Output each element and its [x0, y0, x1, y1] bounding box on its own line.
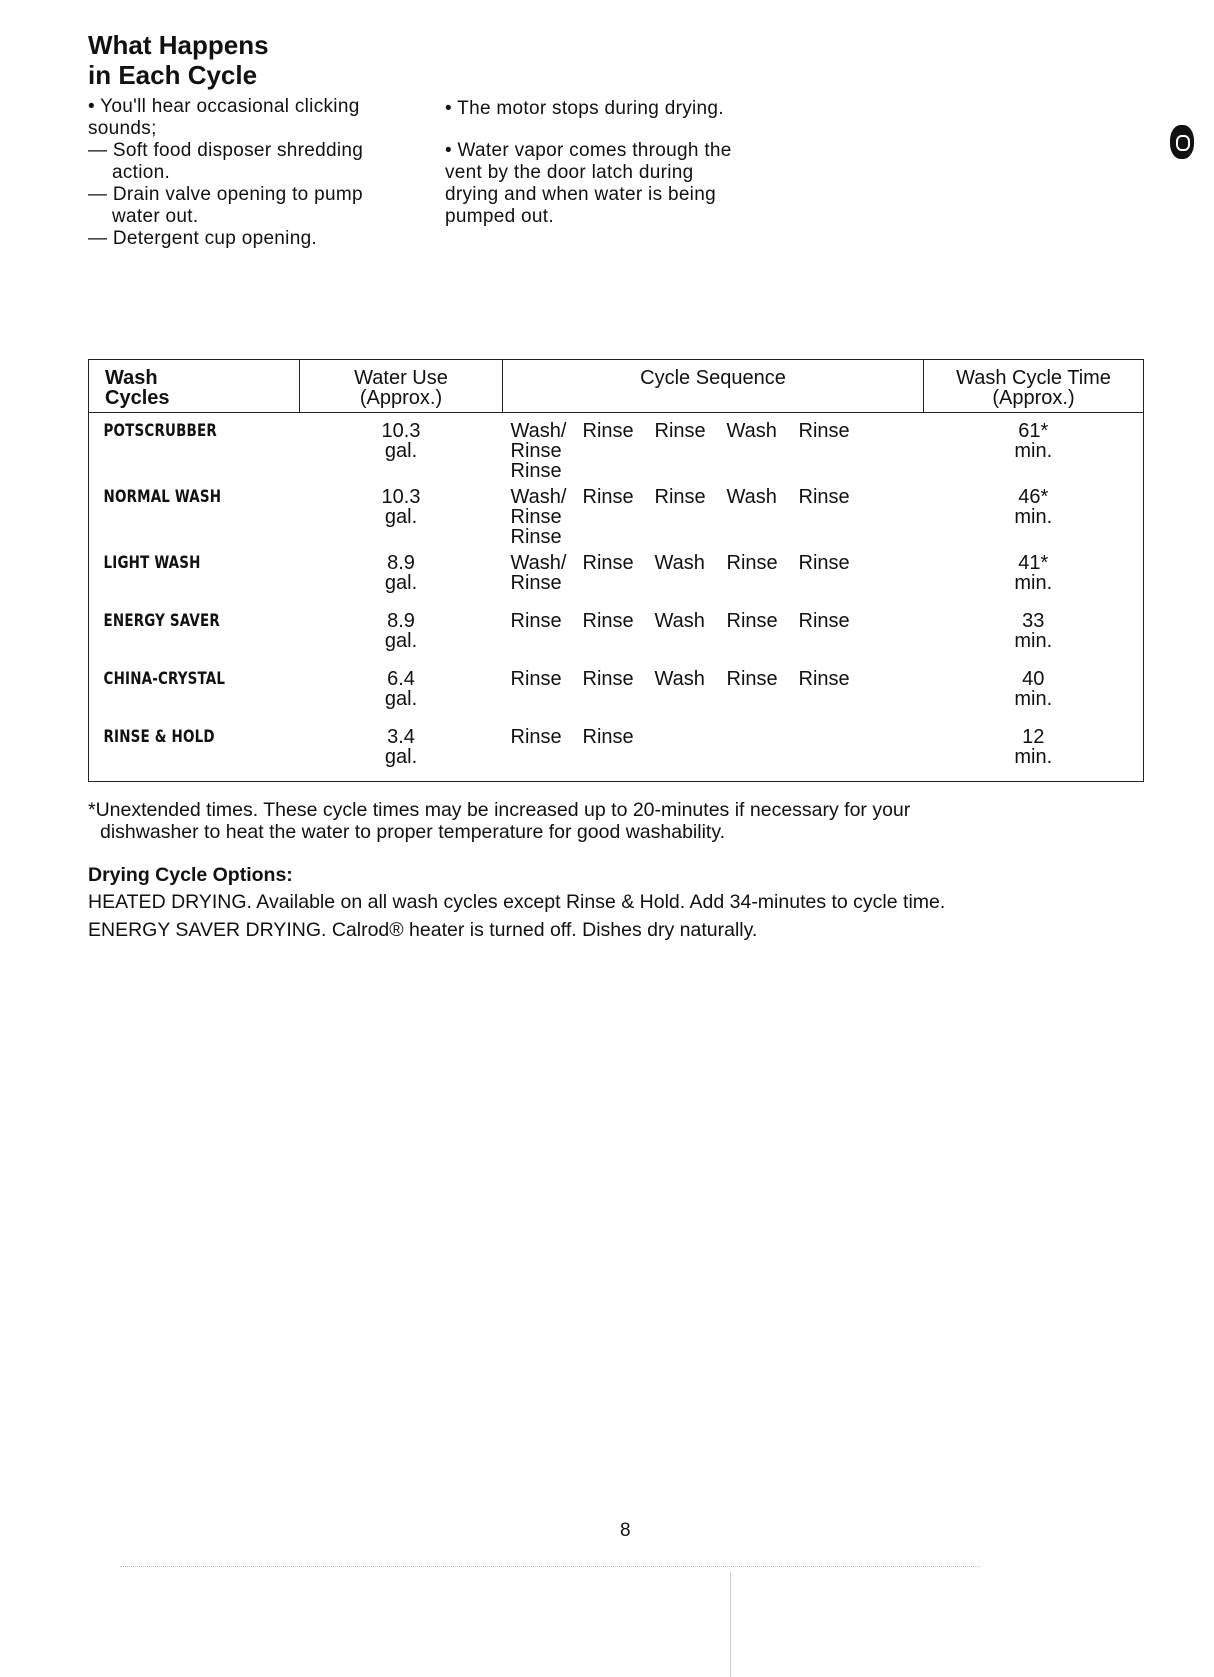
table-row	[89, 663, 1144, 721]
table-row	[89, 721, 1144, 782]
table-header-row	[89, 360, 1144, 413]
cycle-sound-line: action.	[112, 162, 171, 183]
cycle-name: POTSCRUBBER	[103, 421, 217, 441]
water-value: 10.3	[381, 486, 421, 508]
cycle-time-cell	[924, 605, 1144, 663]
vapor-note-line: vent by the door latch during	[445, 162, 694, 183]
time-unit: min.	[1014, 440, 1053, 462]
time-value: 33	[1022, 610, 1045, 632]
header-text: (Approx.)	[992, 387, 1075, 409]
water-use-cell	[300, 605, 503, 663]
header-text: Wash Cycle Time	[956, 367, 1111, 389]
sequence-step: Rinse	[726, 552, 778, 574]
cycle-sequence-cell	[503, 481, 924, 547]
water-value: 10.3	[381, 420, 421, 442]
header-text: Cycles	[105, 387, 170, 409]
cycle-name: LIGHT WASH	[103, 553, 201, 573]
motor-note: • The motor stops during drying.	[445, 98, 724, 119]
time-unit: min.	[1014, 630, 1053, 652]
sequence-step: Wash	[654, 552, 705, 574]
cycle-name: CHINA-CRYSTAL	[103, 669, 225, 689]
time-unit: min.	[1014, 746, 1053, 768]
cycle-sequence-cell	[503, 605, 924, 663]
sequence-step: Rinse	[582, 552, 634, 574]
header-cycle-sequence	[503, 360, 924, 413]
cycle-name: RINSE & HOLD	[103, 727, 215, 747]
cycle-name: ENERGY SAVER	[103, 611, 220, 631]
time-value: 61*	[1018, 420, 1049, 442]
header-text: (Approx.)	[359, 387, 443, 409]
table-row	[89, 481, 1144, 547]
water-value: 8.9	[387, 552, 415, 574]
sequence-step: Rinse	[510, 726, 562, 748]
cycle-name: NORMAL WASH	[103, 487, 221, 507]
sequence-step: Rinse	[726, 668, 778, 690]
vapor-note-line: drying and when water is being	[445, 184, 716, 205]
cycle-sound-line: — Drain valve opening to pump	[88, 184, 363, 205]
title-line-2: in Each Cycle	[88, 60, 258, 90]
time-unit: min.	[1014, 688, 1053, 710]
table-row	[89, 413, 1144, 482]
sequence-step: Rinse	[654, 420, 706, 442]
sequence-step: Rinse	[582, 668, 634, 690]
drying-options-heading: Drying Cycle Options:	[88, 864, 293, 886]
footnote-line: *Unextended times. These cycle times may be increased up to 20-minutes if necessary for your	[88, 799, 911, 821]
cycle-sounds-list	[88, 96, 418, 250]
sequence-step: Rinse	[510, 610, 562, 632]
footnote	[88, 799, 1148, 843]
cycle-time-cell	[924, 413, 1144, 482]
sequence-step: Rinse	[510, 668, 562, 690]
table-row	[89, 605, 1144, 663]
sequence-step: Wash	[726, 420, 777, 442]
water-unit: gal.	[384, 746, 418, 768]
cycle-sound-line: sounds;	[88, 118, 157, 139]
sequence-step: Rinse	[582, 420, 634, 442]
sequence-step: Rinse	[582, 486, 634, 508]
binder-hole-mark	[1170, 125, 1194, 159]
time-value: 46*	[1018, 486, 1049, 508]
sequence-step: Wash	[726, 486, 777, 508]
water-value: 8.9	[387, 610, 415, 632]
vapor-note-line: • Water vapor comes through the	[445, 140, 732, 161]
cycle-sequence-cell	[503, 547, 924, 605]
title-line-1: What Happens	[88, 30, 269, 60]
water-value: 3.4	[387, 726, 415, 748]
cycle-sound-line: • You'll hear occasional clicking	[88, 96, 360, 117]
time-value: 12	[1022, 726, 1045, 748]
water-unit: gal.	[384, 630, 418, 652]
wash-cycles-table	[88, 359, 1144, 782]
cycle-sequence-cell	[503, 721, 924, 782]
water-unit: gal.	[384, 440, 418, 462]
sequence-step: Rinse	[582, 726, 634, 748]
cycle-sequence-cell	[503, 663, 924, 721]
sequence-step: Wash	[654, 610, 705, 632]
sequence-step: Wash/ Rinse	[510, 420, 567, 462]
cycle-sound-line: — Detergent cup opening.	[88, 228, 318, 249]
water-value: 6.4	[387, 668, 415, 690]
vapor-note-line: pumped out.	[445, 206, 554, 227]
sequence-step: Wash/ Rinse	[510, 552, 567, 594]
header-text: Cycle Sequence	[640, 367, 786, 389]
footnote-line: dishwasher to heat the water to proper temperature for good washability.	[100, 821, 726, 843]
cycle-sound-line: — Soft food disposer shredding	[88, 140, 364, 161]
cycle-time-cell	[924, 721, 1144, 782]
header-cycle-time	[924, 360, 1144, 413]
cycle-sequence-cell	[503, 413, 924, 482]
water-use-cell	[300, 481, 503, 547]
sequence-step: Rinse	[582, 610, 634, 632]
sequence-step: Rinse	[798, 610, 850, 632]
time-value: 40	[1022, 668, 1045, 690]
water-use-cell	[300, 413, 503, 482]
cycle-time-cell	[924, 481, 1144, 547]
sequence-step: Rinse	[798, 552, 850, 574]
drying-notes	[445, 98, 775, 228]
fold-line	[730, 1572, 731, 1677]
water-unit: gal.	[384, 506, 418, 528]
water-use-cell	[300, 663, 503, 721]
sequence-step: Rinse	[510, 526, 562, 548]
heated-drying-text: HEATED DRYING. Available on all wash cycles except Rinse & Hold. Add 34-minutes to cycle time.	[88, 891, 946, 913]
sequence-step: Rinse	[798, 668, 850, 690]
sequence-step: Rinse	[798, 486, 850, 508]
bottom-divider	[120, 1566, 980, 1567]
cycle-time-cell	[924, 663, 1144, 721]
energy-saver-drying-text: ENERGY SAVER DRYING. Calrod® heater is turned off. Dishes dry naturally.	[88, 919, 758, 941]
time-unit: min.	[1014, 506, 1053, 528]
page-number: 8	[620, 1520, 631, 1541]
cycle-sound-line: water out.	[112, 206, 199, 227]
water-use-cell	[300, 721, 503, 782]
sequence-step: Rinse	[798, 420, 850, 442]
sequence-step: Rinse	[510, 460, 562, 482]
table-row	[89, 547, 1144, 605]
time-unit: min.	[1014, 572, 1053, 594]
sequence-step: Rinse	[654, 486, 706, 508]
header-text: Water Use	[354, 367, 448, 389]
header-text: Wash	[105, 367, 158, 389]
sequence-step: Rinse	[726, 610, 778, 632]
header-wash-cycles	[89, 360, 300, 413]
time-value: 41*	[1018, 552, 1049, 574]
water-use-cell	[300, 547, 503, 605]
water-unit: gal.	[384, 688, 418, 710]
water-unit: gal.	[384, 572, 418, 594]
sequence-step: Wash	[654, 668, 705, 690]
page-title	[88, 30, 269, 90]
sequence-step: Wash/ Rinse	[510, 486, 567, 528]
cycle-time-cell	[924, 547, 1144, 605]
header-water-use	[300, 360, 503, 413]
